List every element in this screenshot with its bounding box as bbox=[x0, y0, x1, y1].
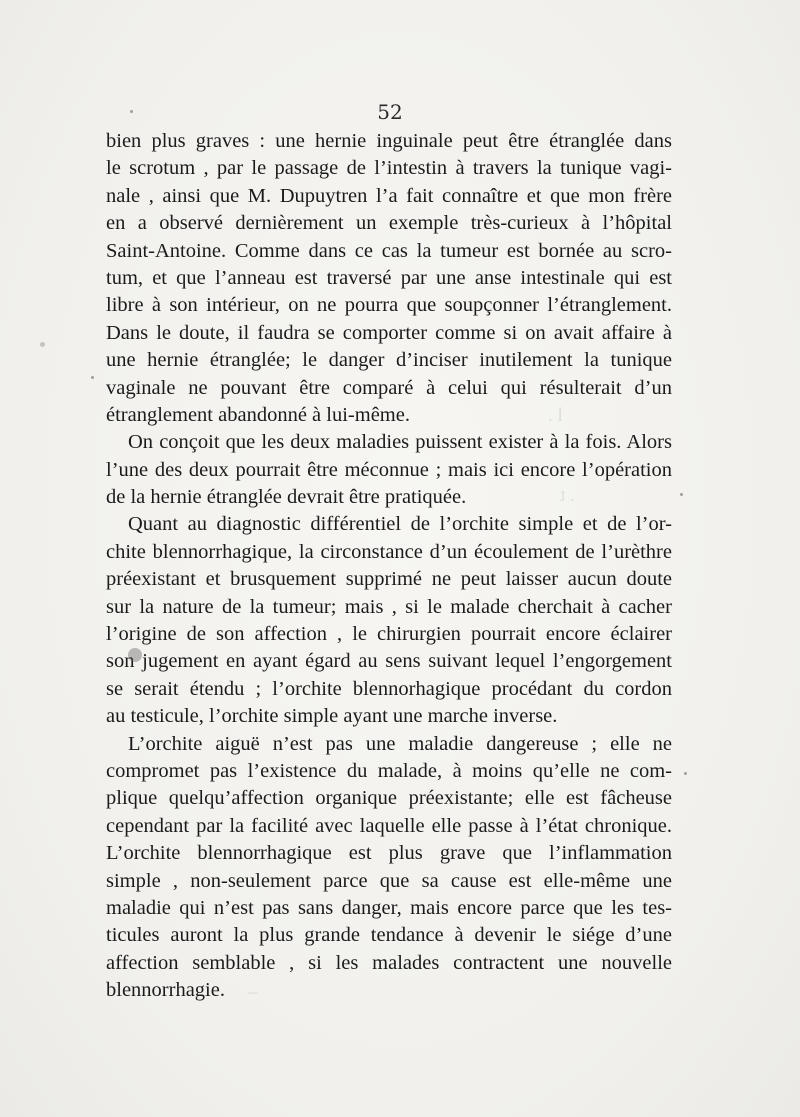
show-through-text: l . bbox=[548, 405, 563, 426]
text-line: au testicule, l’orchite simple ayant une marche inverse. bbox=[106, 705, 558, 728]
text-line: compromet pas l’existence du malade, à moins qu’elle ne com- bbox=[106, 759, 672, 782]
text-line: libre à son intérieur, on ne pourra que soupçonner l’étranglement. bbox=[106, 294, 672, 317]
ink-speck bbox=[40, 342, 45, 347]
text-line: tum, et que l’anneau est traversé par une anse intestinale qui est bbox=[106, 266, 672, 289]
text-line: Dans le doute, il faudra se comporter comme si on avait affaire à bbox=[106, 321, 672, 344]
text-line: se serait étendu ; l’orchite blennorhagique procédant du cordon bbox=[106, 677, 672, 700]
text-line: L’orchite aiguë n’est pas une maladie dangereuse ; elle ne bbox=[128, 732, 672, 755]
text-line: plique quelqu’affection organique préexistante; elle est fâcheuse bbox=[106, 787, 672, 810]
ink-speck bbox=[684, 772, 687, 775]
show-through-text: . t bbox=[560, 485, 575, 506]
ink-speck bbox=[130, 110, 133, 113]
text-line: blennorrhagie. bbox=[106, 979, 225, 1002]
show-through-text: _ bbox=[248, 975, 258, 996]
text-line: maladie qui n’est pas sans danger, mais encore parce que les tes- bbox=[106, 896, 672, 919]
body-text bbox=[106, 128, 672, 1005]
text-line: l’origine de son affection , le chirurgien pourrait encore éclairer bbox=[106, 623, 672, 646]
text-line: nale , ainsi que M. Dupuytren l’a fait connaître et que mon frère bbox=[106, 184, 672, 207]
text-line: le scrotum , par le passage de l’intestin à travers la tunique vagi- bbox=[106, 157, 672, 180]
text-line: son jugement en ayant égard au sens suivant lequel l’engorgement bbox=[106, 650, 672, 673]
text-line: Saint-Antoine. Comme dans ce cas la tumeur est bornée au scro- bbox=[106, 239, 672, 262]
text-line: sur la nature de la tumeur; mais , si le malade cherchait à cacher bbox=[106, 595, 672, 618]
text-line: bien plus graves : une hernie inguinale peut être étranglée dans bbox=[106, 130, 672, 152]
text-line: vaginale ne pouvant être comparé à celui qui résulterait d’un bbox=[106, 376, 672, 399]
text-line: l’une des deux pourrait être méconnue ; mais ici encore l’opération bbox=[106, 458, 672, 481]
text-line: de la hernie étranglée devrait être pratiquée. bbox=[106, 486, 467, 509]
text-line: préexistant et brusquement supprimé ne peut laisser aucun doute bbox=[106, 568, 672, 591]
text-line: cependant par la facilité avec laquelle elle passe à l’état chronique. bbox=[106, 814, 672, 837]
text-line: L’orchite blennorrhagique est plus grave que l’inflammation bbox=[106, 842, 672, 865]
text-line: une hernie étranglée; le danger d’inciser inutilement la tunique bbox=[106, 349, 672, 372]
text-line: simple , non-seulement parce que sa cause est elle-même une bbox=[106, 869, 672, 892]
text-line: On conçoit que les deux maladies puissent exister à la fois. Alors bbox=[128, 431, 672, 454]
ink-speck bbox=[91, 376, 94, 379]
text-line: étranglement abandonné à lui-même. bbox=[106, 403, 410, 426]
text-line: affection semblable , si les malades contractent une nouvelle bbox=[106, 951, 672, 974]
text-line: Quant au diagnostic différentiel de l’orchite simple et de l’or- bbox=[128, 513, 672, 536]
text-line: chite blennorrhagique, la circonstance d’un écoulement de l’urèthre bbox=[106, 540, 672, 563]
ink-speck bbox=[128, 648, 142, 662]
text-line: ticules auront la plus grande tendance à devenir le siége d’une bbox=[106, 924, 672, 947]
ink-speck bbox=[680, 493, 683, 496]
text-line: en a observé dernièrement un exemple très-curieux à l’hôpital bbox=[106, 212, 672, 235]
page-number: 52 bbox=[377, 100, 403, 124]
